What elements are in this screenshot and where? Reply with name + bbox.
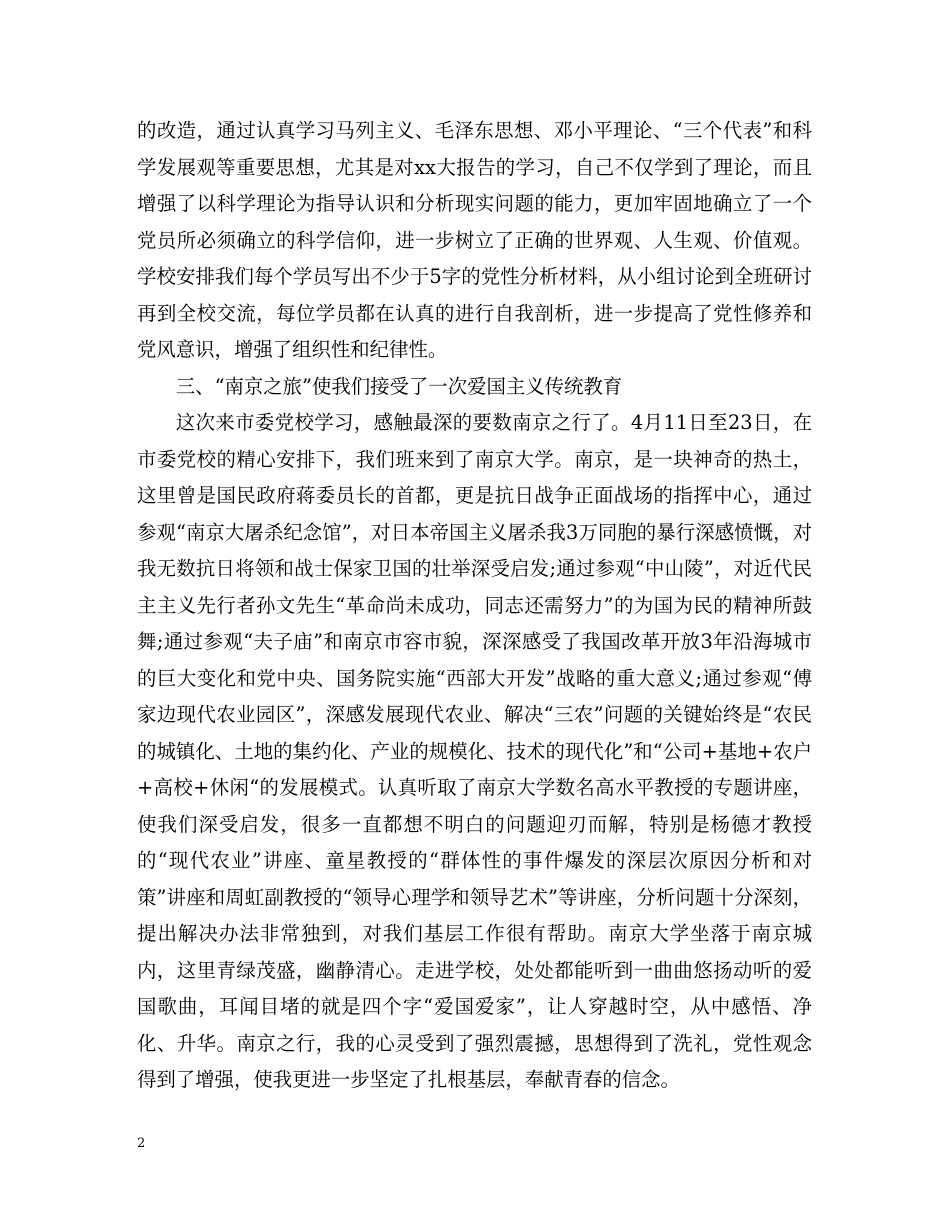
paragraph-continuation: 的改造，通过认真学习马列主义、毛泽东思想、邓小平理论、“三个代表”和科学发展观等重要思想，尤其是对xx大报告的学习，自己不仅学到了理论，而且增强了以科学理论为指导认识和分析现实问题的能力，更加牢固地确立了一个党员所必须确立的科学信仰，进一步树立了正确的世界观、人生观、价值观。学校安排我们每个学员写出不少于5字的党性分析材料，从小组讨论到全班研讨再到全校交流，每位学员都在认真的进行自我剖析，进一步提高了党性修养和党风意识，增强了组织性和纪律性。 [137,119,812,361]
body-text [137,113,812,1099]
section-heading: 三、“南京之旅”使我们接受了一次爱国主义传统教育 [175,374,623,398]
page-number: 2 [137,1136,146,1151]
paragraph-nanjing-trip: 这次来市委党校学习，感触最深的要数南京之行了。4月11日至23日，在市委党校的精心安排下，我们班来到了南京大学。南京，是一块神奇的热土，这里曾是国民政府蒋委员长的首都，更是抗日战争正面战场的指挥中心，通过参观“南京大屠杀纪念馆”，对日本帝国主义屠杀我3万同胞的暴行深感愤慨，对我无数抗日将领和战士保家卫国的壮举深受启发;通过参观“中山陵”，对近代民主主义先行者孙文先生“革命尚未成功，同志还需努力”的为国为民的精神所鼓舞;通过参观“夫子庙”和南京市容市貌，深深感受了我国改革开放3年沿海城市的巨大变化和党中央、国务院实施“西部大开发”战略的重大意义;通过参观“傅家边现代农业园区”，深感发展现代农业、解决“三农”问题的关键始终是“农民的城镇化、土地的集约化、产业的规模化、技术的现代化”和“公司+基地+农户+高校+休闲“的发展模式。认真听取了南京大学数名高水平教授的专题讲座，使我们深受启发，很多一直都想不明白的问题迎刃而解，特别是杨德才教授的“现代农业”讲座、童星教授的“群体性的事件爆发的深层次原因分析和对策”讲座和周虹副教授的“领导心理学和领导艺术”等讲座，分析问题十分深刻，提出解决办法非常独到，对我们基层工作很有帮助。南京大学坐落于南京城内，这里青绿茂盛，幽静清心。走进学校，处处都能听到一曲曲悠扬动听的爱国歌曲，耳闻目堵的就是四个字“爱国爱家”，让人穿越时空，从中感悟、净化、升华。南京之行，我的心灵受到了强烈震撼，思想得到了洗礼，党性观念得到了增强，使我更进一步坚定了扎根基层，奉献青春的信念。 [137,411,812,1091]
